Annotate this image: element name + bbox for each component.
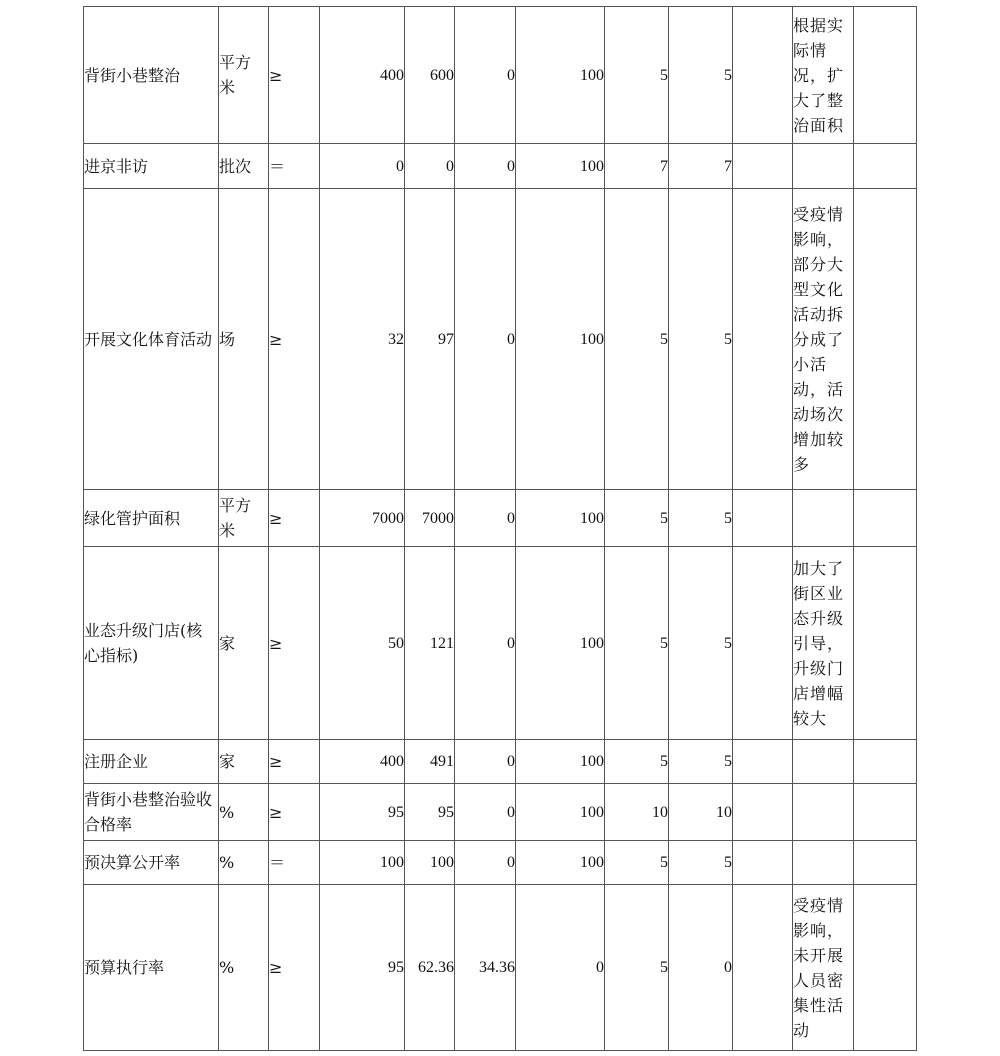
actual-value: 95	[405, 784, 455, 841]
actual-score: 5	[669, 490, 733, 547]
completion-rate: 100	[516, 841, 605, 885]
deviation-value: 0	[455, 7, 516, 144]
deviation-value: 34.36	[455, 885, 516, 1051]
actual-value: 100	[405, 841, 455, 885]
target-value: 7000	[320, 490, 405, 547]
target-value: 32	[320, 189, 405, 490]
table-row	[84, 490, 917, 547]
weight-score: 5	[605, 740, 669, 784]
table-row	[84, 784, 917, 841]
actual-score: 10	[669, 784, 733, 841]
target-value: 50	[320, 547, 405, 740]
comparison-operator: ≥	[269, 740, 320, 784]
blank-cell	[854, 189, 917, 490]
blank-cell	[733, 740, 793, 784]
indicator-name: 进京非访	[84, 144, 219, 189]
actual-score: 5	[669, 189, 733, 490]
blank-cell	[854, 784, 917, 841]
deviation-value: 0	[455, 189, 516, 490]
actual-score: 5	[669, 547, 733, 740]
blank-cell	[733, 547, 793, 740]
comparison-operator: ≥	[269, 885, 320, 1051]
blank-cell	[733, 885, 793, 1051]
table-row	[84, 189, 917, 490]
comparison-operator: ＝	[269, 841, 320, 885]
table-row	[84, 885, 917, 1051]
blank-cell	[854, 490, 917, 547]
unit-cell: %	[219, 784, 269, 841]
actual-value: 121	[405, 547, 455, 740]
remark-cell: 受疫情影响，未开展人员密集性活动	[793, 885, 854, 1051]
actual-value: 491	[405, 740, 455, 784]
actual-value: 7000	[405, 490, 455, 547]
indicator-name: 注册企业	[84, 740, 219, 784]
target-value: 100	[320, 841, 405, 885]
comparison-operator: ≥	[269, 490, 320, 547]
weight-score: 5	[605, 841, 669, 885]
blank-cell	[733, 490, 793, 547]
indicator-name: 开展文化体育活动	[84, 189, 219, 490]
indicator-name: 背街小巷整治	[84, 7, 219, 144]
indicator-name: 业态升级门店(核心指标)	[84, 547, 219, 740]
remark-cell	[793, 740, 854, 784]
deviation-value: 0	[455, 144, 516, 189]
deviation-value: 0	[455, 740, 516, 784]
completion-rate: 100	[516, 490, 605, 547]
comparison-operator: ≥	[269, 784, 320, 841]
actual-value: 97	[405, 189, 455, 490]
blank-cell	[733, 841, 793, 885]
actual-score: 7	[669, 144, 733, 189]
remark-cell	[793, 490, 854, 547]
target-value: 400	[320, 7, 405, 144]
remark-cell	[793, 784, 854, 841]
weight-score: 5	[605, 547, 669, 740]
indicator-name: 背街小巷整治验收合格率	[84, 784, 219, 841]
table-row	[84, 547, 917, 740]
unit-cell: 家	[219, 547, 269, 740]
unit-cell: 平方米	[219, 7, 269, 144]
comparison-operator: ≥	[269, 547, 320, 740]
completion-rate: 100	[516, 784, 605, 841]
unit-cell: 场	[219, 189, 269, 490]
unit-cell: %	[219, 841, 269, 885]
unit-cell: 平方米	[219, 490, 269, 547]
indicator-name: 预决算公开率	[84, 841, 219, 885]
blank-cell	[854, 7, 917, 144]
deviation-value: 0	[455, 784, 516, 841]
table-row	[84, 144, 917, 189]
actual-score: 5	[669, 841, 733, 885]
blank-cell	[854, 841, 917, 885]
unit-cell: %	[219, 885, 269, 1051]
weight-score: 5	[605, 490, 669, 547]
actual-score: 0	[669, 885, 733, 1051]
comparison-operator: ≥	[269, 189, 320, 490]
target-value: 400	[320, 740, 405, 784]
target-value: 95	[320, 885, 405, 1051]
unit-cell: 批次	[219, 144, 269, 189]
table-row	[84, 7, 917, 144]
table-row	[84, 740, 917, 784]
weight-score: 10	[605, 784, 669, 841]
blank-cell	[854, 547, 917, 740]
remark-cell	[793, 144, 854, 189]
completion-rate: 100	[516, 740, 605, 784]
weight-score: 5	[605, 885, 669, 1051]
completion-rate: 100	[516, 144, 605, 189]
deviation-value: 0	[455, 841, 516, 885]
actual-score: 5	[669, 740, 733, 784]
actual-value: 62.36	[405, 885, 455, 1051]
indicator-name: 预算执行率	[84, 885, 219, 1051]
actual-value: 0	[405, 144, 455, 189]
weight-score: 7	[605, 144, 669, 189]
table-row	[84, 841, 917, 885]
completion-rate: 100	[516, 547, 605, 740]
blank-cell	[733, 7, 793, 144]
blank-cell	[854, 740, 917, 784]
actual-value: 600	[405, 7, 455, 144]
completion-rate: 100	[516, 7, 605, 144]
target-value: 0	[320, 144, 405, 189]
deviation-value: 0	[455, 490, 516, 547]
remark-cell: 加大了街区业态升级引导，升级门店增幅较大	[793, 547, 854, 740]
comparison-operator: ＝	[269, 144, 320, 189]
indicator-name: 绿化管护面积	[84, 490, 219, 547]
blank-cell	[854, 885, 917, 1051]
unit-cell: 家	[219, 740, 269, 784]
blank-cell	[854, 144, 917, 189]
remark-cell	[793, 841, 854, 885]
target-value: 95	[320, 784, 405, 841]
blank-cell	[733, 144, 793, 189]
actual-score: 5	[669, 7, 733, 144]
completion-rate: 100	[516, 189, 605, 490]
weight-score: 5	[605, 189, 669, 490]
completion-rate: 0	[516, 885, 605, 1051]
performance-table	[83, 6, 917, 1051]
weight-score: 5	[605, 7, 669, 144]
comparison-operator: ≥	[269, 7, 320, 144]
remark-cell: 根据实际情况，扩大了整治面积	[793, 7, 854, 144]
deviation-value: 0	[455, 547, 516, 740]
blank-cell	[733, 784, 793, 841]
remark-cell: 受疫情影响，部分大型文化活动拆分成了小活动，活动场次增加较多	[793, 189, 854, 490]
blank-cell	[733, 189, 793, 490]
